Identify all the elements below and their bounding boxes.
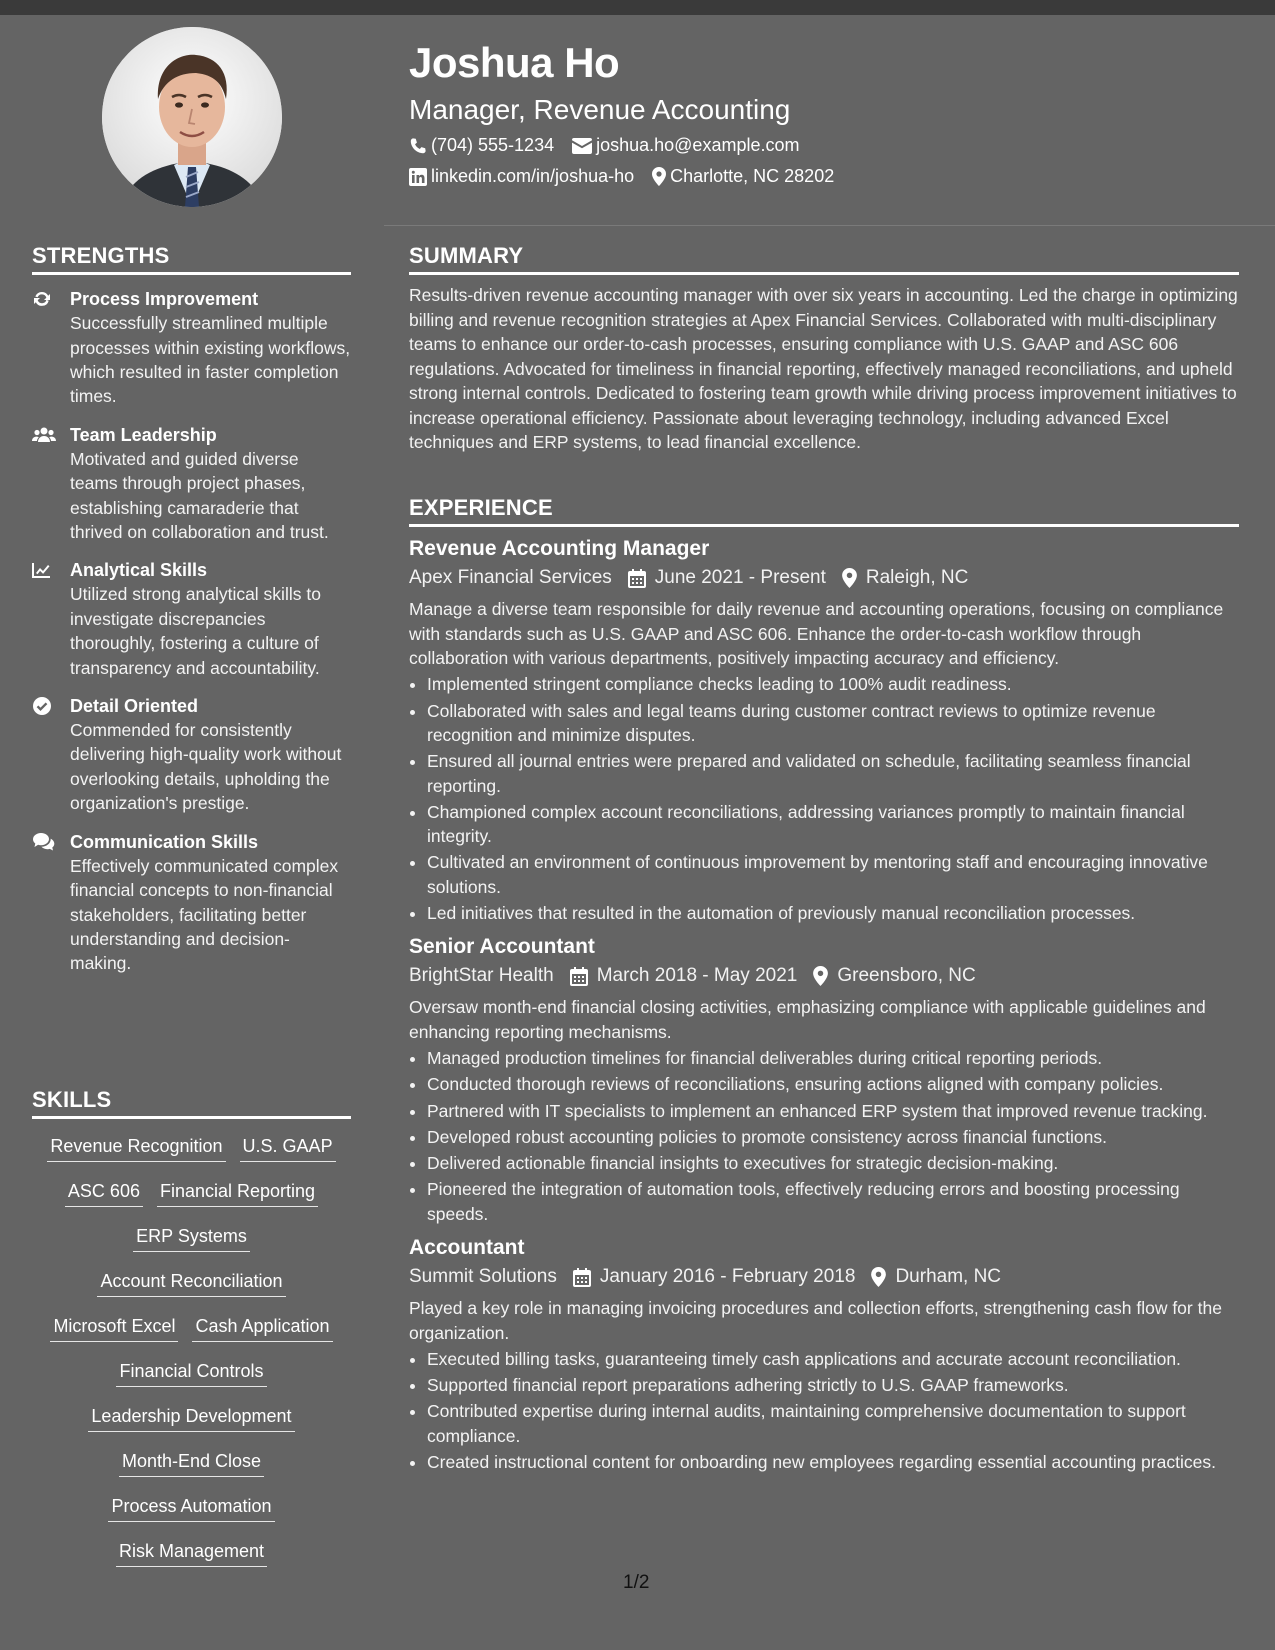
candidate-title: Manager, Revenue Accounting bbox=[409, 94, 791, 125]
skill-row bbox=[32, 1403, 351, 1448]
job-meta bbox=[409, 961, 1239, 991]
job-role: Senior Accountant bbox=[409, 935, 595, 959]
skill-tag: Month-End Close bbox=[119, 1448, 264, 1477]
job-company: Apex Financial Services bbox=[409, 567, 612, 589]
job-bullet: • Managed production timelines for financial deliverables during critical reporting periods. bbox=[427, 1046, 1239, 1070]
job-dates-text: January 2016 - February 2018 bbox=[599, 1266, 856, 1288]
job-location-text: Durham, NC bbox=[895, 1266, 1002, 1288]
job-bullet: • Supported financial report preparations adhering strictly to U.S. GAAP frameworks. bbox=[427, 1373, 1239, 1397]
skill-tag: ERP Systems bbox=[133, 1223, 250, 1252]
skill-tag: ASC 606 bbox=[65, 1178, 143, 1207]
strength-item bbox=[32, 423, 351, 545]
contact-row-1 bbox=[409, 135, 817, 156]
job-dates bbox=[573, 1262, 856, 1292]
job-meta bbox=[409, 1262, 1239, 1292]
calendar-icon bbox=[628, 569, 646, 588]
map-pin-icon bbox=[842, 568, 857, 588]
strength-title: Process Improvement bbox=[70, 289, 259, 310]
strength-item bbox=[32, 694, 351, 816]
phone-text: (704) 555-1234 bbox=[431, 135, 555, 155]
linkedin-text[interactable]: linkedin.com/in/joshua-ho bbox=[431, 166, 635, 186]
map-pin-icon bbox=[652, 167, 666, 186]
strength-description: Motivated and guided diverse teams through project phases, establishing camaraderie that thrived on collaboration and trust. bbox=[70, 448, 329, 543]
users-icon bbox=[32, 423, 70, 545]
job-bullets bbox=[409, 1046, 1239, 1226]
skill-tag: Cash Application bbox=[192, 1313, 332, 1342]
strength-title: Communication Skills bbox=[70, 831, 259, 852]
skill-row bbox=[32, 1538, 351, 1583]
job-bullet: • Championed complex account reconciliations, addressing variances promptly to maintain financial integrity. bbox=[427, 800, 1239, 849]
job-description: Played a key role in managing invoicing procedures and collection efforts, strengthening cash flow for the organization. bbox=[409, 1298, 1222, 1343]
job-location-text: Greensboro, NC bbox=[837, 965, 976, 987]
strength-description: Successfully streamlined multiple processes within existing workflows, which resulted in faster completion times. bbox=[70, 313, 351, 407]
skill-row bbox=[32, 1358, 351, 1403]
job-bullet: • Executed billing tasks, guaranteeing timely cash applications and accurate account reconciliation. bbox=[427, 1347, 1239, 1371]
contact-email[interactable] bbox=[572, 135, 799, 156]
job-description: Oversaw month-end financial closing activities, emphasizing compliance with applicable guidelines and enhancing reporting mechanisms. bbox=[409, 997, 1206, 1042]
skill-tag: Process Automation bbox=[108, 1493, 274, 1522]
job-bullets bbox=[409, 672, 1239, 925]
map-pin-icon bbox=[813, 966, 828, 986]
job-meta bbox=[409, 563, 1239, 593]
check-circle-icon bbox=[32, 694, 70, 816]
skill-tag: Microsoft Excel bbox=[50, 1313, 178, 1342]
job-location bbox=[871, 1262, 1001, 1292]
job-bullet: • Partnered with IT specialists to implement an enhanced ERP system that improved revenue tracking. bbox=[427, 1099, 1239, 1123]
jobs-list bbox=[409, 535, 1239, 1474]
skill-row bbox=[32, 1448, 351, 1493]
job-bullet: • Developed robust accounting policies to promote consistency across financial functions. bbox=[427, 1125, 1239, 1149]
strengths-heading: STRENGTHS bbox=[32, 244, 351, 275]
header-divider bbox=[384, 225, 1275, 226]
job-bullet: • Conducted thorough reviews of reconciliations, ensuring actions aligned with company policies. bbox=[427, 1072, 1239, 1096]
job-bullet: • Pioneered the integration of automation tools, effectively reducing errors and boosting processing speeds. bbox=[427, 1177, 1239, 1226]
skill-row bbox=[32, 1268, 351, 1313]
job-bullet: • Cultivated an environment of continuous improvement by mentoring staff and encouraging innovative solutions. bbox=[427, 850, 1239, 899]
job-entry bbox=[409, 933, 1239, 1226]
job-bullet: • Collaborated with sales and legal teams during customer contract reviews to optimize revenue recognition and minimize disputes. bbox=[427, 699, 1239, 748]
phone-icon bbox=[409, 137, 427, 155]
skill-tag: Financial Controls bbox=[116, 1358, 266, 1387]
job-dates bbox=[570, 961, 798, 991]
skill-tag: Account Reconciliation bbox=[97, 1268, 285, 1297]
strength-title: Detail Oriented bbox=[70, 696, 199, 717]
summary-text: Results-driven revenue accounting manager with over six years in accounting. Led the charge in optimizing billing and revenue recognition strategies at Apex Financial Services. Collaborated with multi-disciplinary teams to enhance our order-to-cash processes, ensuring compliance with U.S. GAAP and ASC 606 regulations. Advocated for timeliness in financial reporting, effectively managed reconciliations, and upheld strong internal controls. Dedicated to fostering team growth while driving process improvement initiatives to increase operational efficiency. Passionate about leveraging technology, including advanced Excel techniques and ERP systems, to lead financial excellence. bbox=[409, 285, 1238, 453]
job-dates bbox=[628, 563, 826, 593]
contact-phone bbox=[409, 135, 554, 156]
strength-item bbox=[32, 558, 351, 680]
skill-row bbox=[32, 1313, 351, 1358]
summary-heading: SUMMARY bbox=[409, 244, 1239, 275]
job-location bbox=[842, 563, 968, 593]
skill-row bbox=[32, 1178, 351, 1223]
experience-section bbox=[409, 496, 1239, 1476]
skill-tag: Leadership Development bbox=[88, 1403, 294, 1432]
contact-linkedin[interactable] bbox=[409, 166, 634, 187]
skills-heading: SKILLS bbox=[32, 1088, 351, 1119]
strengths-section bbox=[32, 244, 351, 976]
job-company: Summit Solutions bbox=[409, 1266, 557, 1288]
job-bullet: • Contributed expertise during internal audits, maintaining comprehensive documentation to support compliance. bbox=[427, 1399, 1239, 1448]
job-bullets bbox=[409, 1347, 1239, 1474]
job-role: Revenue Accounting Manager bbox=[409, 537, 710, 561]
contact-row-2 bbox=[409, 166, 852, 187]
calendar-icon bbox=[570, 967, 588, 986]
skills-section bbox=[32, 1088, 351, 1583]
job-bullet: • Created instructional content for onboarding new employees regarding essential accounting practices. bbox=[427, 1450, 1239, 1474]
job-entry bbox=[409, 1234, 1239, 1474]
location-text: Charlotte, NC 28202 bbox=[670, 166, 835, 186]
contact-location bbox=[652, 166, 834, 187]
job-bullet: • Delivered actionable financial insights to executives for strategic decision-making. bbox=[427, 1151, 1239, 1175]
job-dates-text: March 2018 - May 2021 bbox=[596, 965, 798, 987]
linkedin-icon bbox=[409, 168, 427, 186]
skill-row bbox=[32, 1133, 351, 1178]
comments-icon bbox=[32, 830, 70, 976]
job-role: Accountant bbox=[409, 1236, 525, 1260]
job-bullet: • Led initiatives that resulted in the automation of previously manual reconciliation processes. bbox=[427, 901, 1239, 925]
job-company: BrightStar Health bbox=[409, 965, 554, 987]
summary-section bbox=[409, 244, 1239, 455]
job-location bbox=[813, 961, 975, 991]
chart-line-icon bbox=[32, 558, 70, 680]
top-bar bbox=[0, 0, 1275, 15]
strength-description: Utilized strong analytical skills to investigate discrepancies thoroughly, fostering a culture of transparency and accountability. bbox=[70, 584, 321, 678]
strength-item bbox=[32, 287, 351, 409]
skills-list bbox=[32, 1133, 351, 1583]
skill-row bbox=[32, 1223, 351, 1268]
job-dates-text: June 2021 - Present bbox=[654, 567, 826, 589]
experience-heading: EXPERIENCE bbox=[409, 496, 1239, 527]
page-number: 1/2 bbox=[623, 1572, 650, 1593]
email-text[interactable]: joshua.ho@example.com bbox=[596, 135, 800, 155]
job-bullet: • Ensured all journal entries were prepared and validated on schedule, facilitating seamless financial reporting. bbox=[427, 749, 1239, 798]
candidate-name: Joshua Ho bbox=[409, 39, 620, 86]
strength-item bbox=[32, 830, 351, 976]
envelope-icon bbox=[572, 138, 592, 154]
job-entry bbox=[409, 535, 1239, 925]
job-location-text: Raleigh, NC bbox=[865, 567, 969, 589]
strength-description: Effectively communicated complex financial concepts to non-financial stakeholders, facilitating better understanding and decision-making. bbox=[70, 855, 339, 974]
avatar bbox=[102, 27, 282, 207]
job-description: Manage a diverse team responsible for daily revenue and accounting operations, focusing on compliance with standards such as U.S. GAAP and ASC 606. Enhance the order-to-cash workflow through collaboration with various departments, positively impacting accuracy and efficiency. bbox=[409, 599, 1224, 668]
skill-row bbox=[32, 1493, 351, 1538]
refresh-icon bbox=[32, 287, 70, 409]
calendar-icon bbox=[573, 1268, 591, 1287]
job-bullet: • Implemented stringent compliance checks leading to 100% audit readiness. bbox=[427, 672, 1239, 696]
skill-tag: Revenue Recognition bbox=[47, 1133, 225, 1162]
skill-tag: Risk Management bbox=[116, 1538, 267, 1567]
strength-title: Team Leadership bbox=[70, 424, 217, 445]
strength-description: Commended for consistently delivering high-quality work without overlooking details, upholding the organization's prestige. bbox=[70, 720, 342, 814]
strength-title: Analytical Skills bbox=[70, 560, 208, 581]
skill-tag: U.S. GAAP bbox=[240, 1133, 336, 1162]
skill-tag: Financial Reporting bbox=[157, 1178, 318, 1207]
map-pin-icon bbox=[871, 1267, 886, 1287]
